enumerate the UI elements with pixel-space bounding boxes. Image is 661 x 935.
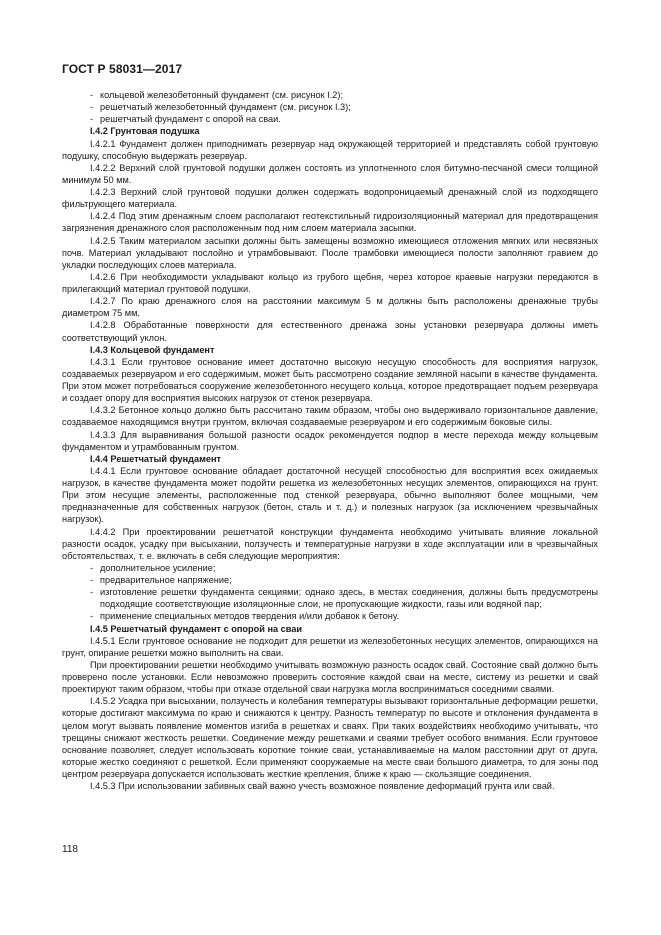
paragraph: I.4.2.7 По краю дренажного слоя на расстоянии максимум 5 м должны быть расположены дренажные трубы диаметром 75 мм. xyxy=(62,296,598,319)
paragraph: I.4.2.1 Фундамент должен приподнимать резервуар над окружающей территорией и представлять собой грунтовую подушку, способную выдержать резервуар. xyxy=(62,138,598,161)
paragraph: I.4.5.2 Усадка при высыхании, ползучесть и колебания температуры вызывают горизонтальные деформации решетки, которые достигают максимума по краю и снижаются к центру. Разность температур по высоте и отклонения фундамента в целом могут вызвать появление моментов изгиба в решетках и сваях. При таких воздействиях необходимо учитывать, что трещины снижают жесткость решетки. Соединение между решетками и сваями требует особого внимания. Если грунтовое основание позволяет, следует использовать короткие тонкие сваи, устанавливаемые на малом расстоянии друг от друга, которые жестко соединяют с решеткой. Если применяют сооружаемые на месте сваи большого диаметра, то для зоны под центром резервуара допускается использовать жесткие крепления, ближе к краю — скользящие соединения. xyxy=(62,696,598,779)
paragraph: I.4.4.2 При проектировании решетчатой конструкции фундамента необходимо учитывать влияние локальной разности осадок, усадку при высыхании, ползучесть и температурные нагрузки в ходе эксплуатации или в чрезвычайных обстоятельствах, т. е. включать в себя следующие мероприятия: xyxy=(62,526,598,561)
paragraph: I.4.3.2 Бетонное кольцо должно быть рассчитано таким образом, чтобы оно выдерживало горизонтальное давление, создаваемое находящимся внутри грунтом, включая создаваемые резервуаром и его содержимым боковые силы. xyxy=(62,405,598,428)
standard-code-header: ГОСТ Р 58031—2017 xyxy=(62,62,183,76)
paragraph: I.4.2.3 Верхний слой грунтовой подушки должен содержать водопроницаемый дренажный слой из подходящего фильтрующего материала. xyxy=(62,187,598,210)
list-item xyxy=(62,89,598,101)
section-heading: I.4.5 Решетчатый фундамент с опорой на сваи xyxy=(90,623,303,634)
list-item-text: изготовление решетки фундамента секциями; однако здесь, в местах соединения, должны быть предусмотрены подходящие соответствующие изоляционные слои, не пропускающие жидкости, газы или водяной пар; xyxy=(100,587,598,610)
paragraph: I.4.2.5 Таким материалом засыпки должны быть замещены возможно имеющиеся отложения мягких или несвязных почв. Материал укладывают послойно и утрамбовывают. После трамбовки имеющиеся полости заполняют гравием до укладки последующих слоев материала. xyxy=(62,235,598,270)
paragraph: I.4.2.2 Верхний слой грунтовой подушки должен состоять из уплотненного слоя битумно-песчаной смеси толщиной минимум 50 мм. xyxy=(62,162,598,185)
list-item xyxy=(62,610,598,622)
list-item xyxy=(62,101,598,113)
list-item-text: применение специальных методов твердения и/или добавок к бетону. xyxy=(100,611,400,622)
paragraph: I.4.5.1 Если грунтовое основание не подходит для решетки из железобетонных несущих элементов, опирающихся на грунт, опирание решетки можно выполнить на сваи. xyxy=(62,635,598,658)
list-bullet: - xyxy=(90,90,94,100)
list-item-text: решетчатый фундамент с опорой на сваи. xyxy=(100,114,281,125)
paragraph: I.4.2.4 Под этим дренажным слоем располагают геотекстильный гидроизоляционный материал для предотвращения загрязнения дренажного слоя расположенным под ним слоем материала засыпки. xyxy=(62,211,598,234)
page-number: 118 xyxy=(62,844,78,855)
paragraph: I.4.3.1 Если грунтовое основание имеет достаточно высокую несущую способность для восприятия нагрузок, создаваемых резервуаром и его содержимым, может быть рассмотрено создание земляной насыпи в качестве фундамента. При этом может потребоваться сооружение железобетонного несущего кольца, которое предотвращает подъем резервуара и создает опору для восприятия высоких нагрузок от стенок резервуара. xyxy=(62,356,598,404)
list-item xyxy=(62,574,598,586)
list-bullet: - xyxy=(90,102,94,113)
section-heading: I.4.3 Кольцевой фундамент xyxy=(90,344,215,355)
list-item xyxy=(62,586,598,610)
paragraph: При проектировании решетки необходимо учитывать возможную разность осадок свай. Состояние свай должно быть проверено после установки. Если невозможно проверить состояние каждой сваи на месте, систему из решетки и свай проектируют таким образом, чтобы при отказе отдельной сваи нагрузка могла восприниматься соседними сваями. xyxy=(62,659,598,695)
paragraph: I.4.2.6 При необходимости укладывают кольцо из грубого щебня, через которое краевые нагрузки передаются в прилегающий материал грунтовой подушки. xyxy=(62,271,598,294)
list-bullet: - xyxy=(90,575,94,585)
list-bullet: - xyxy=(90,611,94,622)
paragraph: I.4.2.8 Обработанные поверхности для естественного дренажа зоны установки резервуара должны иметь соответствующий уклон. xyxy=(62,320,598,343)
section-heading: I.4.2 Грунтовая подушка xyxy=(90,126,200,137)
list-bullet: - xyxy=(90,562,94,573)
paragraph: I.4.4.1 Если грунтовое основание обладает достаточной несущей способностью для восприятия всех ожидаемых нагрузок, в качестве фундамента может подойти решетка из железобетонных несущих элементов, опирающихся на грунт. При этом несущие элементы, расположенные под стенкой резервуара, обычно выполняют более мощными, чем предназначенные для собственных нагрузок (бетон, сталь и т. д.) и полезных нагрузок (за исключением чрезвычайных нагрузок). xyxy=(62,465,598,525)
list-bullet: - xyxy=(90,114,94,125)
list-item xyxy=(62,113,598,125)
list-item-text: кольцевой железобетонный фундамент (см. рисунок I.2); xyxy=(100,90,344,100)
list-bullet: - xyxy=(90,587,94,598)
paragraph: I.4.3.3 Для выравнивания большой разности осадок рекомендуется подпор в месте перехода между кольцевым фундаментом и утрамбованным грунтом. xyxy=(62,429,598,452)
paragraph: I.4.5.3 При использовании забивных свай важно учесть возможное появление деформаций грунта или свай. xyxy=(90,781,555,792)
list-item-text: дополнительное усиление; xyxy=(100,562,216,573)
list-item xyxy=(62,562,598,574)
list-item-text: предварительное напряжение; xyxy=(100,575,232,585)
list-item-text: решетчатый железобетонный фундамент (см. рисунок I.3); xyxy=(100,102,351,113)
document-body xyxy=(62,89,598,792)
section-heading: I.4.4 Решетчатый фундамент xyxy=(90,453,222,464)
